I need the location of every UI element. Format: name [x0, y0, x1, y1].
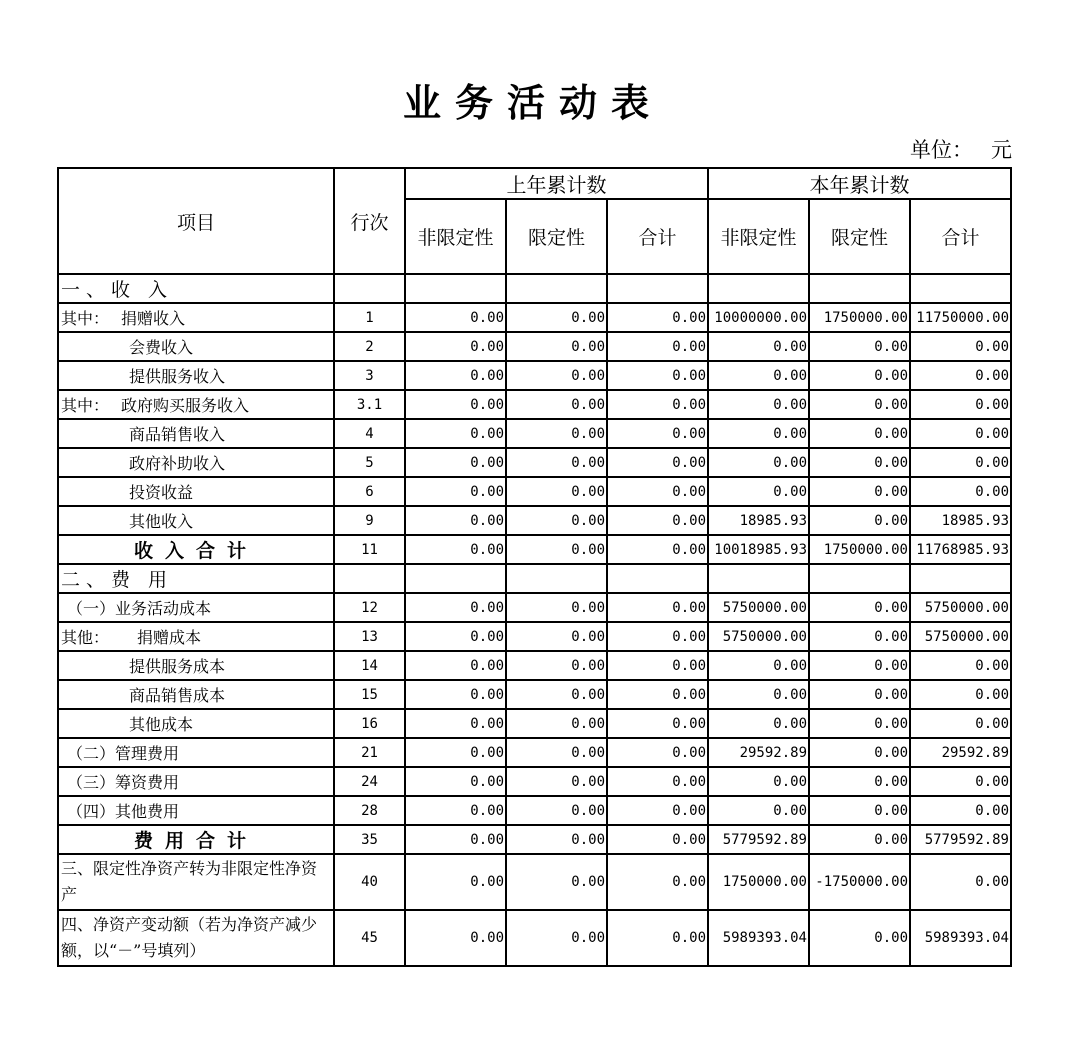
value-cell: 0.00 [809, 767, 910, 796]
value-cell: 5750000.00 [910, 622, 1011, 651]
header-this-unrestricted: 非限定性 [708, 199, 809, 274]
value-cell: 0.00 [607, 709, 708, 738]
value-cell: 0.00 [506, 622, 607, 651]
row-label: 一、收 入 [58, 274, 334, 303]
value-cell: 0.00 [607, 680, 708, 709]
value-cell: 0.00 [506, 506, 607, 535]
value-cell: 0.00 [405, 390, 506, 419]
value-cell: 0.00 [607, 448, 708, 477]
value-cell: 0.00 [809, 390, 910, 419]
row-label: 提供服务成本 [58, 651, 334, 680]
row-number: 9 [334, 506, 405, 535]
value-cell: 18985.93 [708, 506, 809, 535]
value-cell: 0.00 [405, 622, 506, 651]
value-cell: 0.00 [506, 680, 607, 709]
value-cell: 0.00 [506, 361, 607, 390]
row-label-text: 捐赠成本 [137, 628, 202, 647]
value-cell: 0.00 [809, 680, 910, 709]
value-cell: 0.00 [708, 651, 809, 680]
value-cell: 0.00 [910, 361, 1011, 390]
value-cell: 10000000.00 [708, 303, 809, 332]
value-cell: 0.00 [708, 767, 809, 796]
value-cell: 0.00 [708, 448, 809, 477]
value-cell: 0.00 [708, 332, 809, 361]
value-cell: 0.00 [809, 419, 910, 448]
table-row [58, 361, 1011, 390]
value-cell: 0.00 [607, 767, 708, 796]
value-cell [607, 274, 708, 303]
value-cell: 0.00 [708, 477, 809, 506]
value-cell: 0.00 [708, 390, 809, 419]
row-prefix: 其中： [61, 396, 110, 415]
value-cell: 0.00 [506, 593, 607, 622]
value-cell: 0.00 [405, 854, 506, 910]
value-cell: 11750000.00 [910, 303, 1011, 332]
value-cell: 0.00 [708, 796, 809, 825]
row-number [334, 274, 405, 303]
row-label: 其他收入 [58, 506, 334, 535]
value-cell: 5750000.00 [910, 593, 1011, 622]
row-number: 4 [334, 419, 405, 448]
value-cell: 0.00 [910, 651, 1011, 680]
value-cell: 5750000.00 [708, 593, 809, 622]
row-label: 其他成本 [58, 709, 334, 738]
row-label-text: 政府购买服务收入 [121, 396, 250, 415]
value-cell: 0.00 [809, 651, 910, 680]
value-cell: 0.00 [405, 332, 506, 361]
row-label: 费用合计 [58, 825, 334, 854]
row-label: （二）管理费用 [58, 738, 334, 767]
row-label: 二、费 用 [58, 564, 334, 593]
value-cell: 0.00 [910, 680, 1011, 709]
value-cell: 0.00 [910, 709, 1011, 738]
value-cell: 0.00 [607, 622, 708, 651]
row-number: 5 [334, 448, 405, 477]
value-cell: 0.00 [809, 738, 910, 767]
table-row [58, 910, 1011, 966]
row-number: 6 [334, 477, 405, 506]
table-row [58, 419, 1011, 448]
table-row [58, 680, 1011, 709]
unit-value: 元 [991, 138, 1012, 162]
value-cell [708, 564, 809, 593]
value-cell: 0.00 [809, 332, 910, 361]
value-cell [708, 274, 809, 303]
row-number: 1 [334, 303, 405, 332]
row-label: （四）其他费用 [58, 796, 334, 825]
row-label: 政府补助收入 [58, 448, 334, 477]
value-cell: 1750000.00 [809, 303, 910, 332]
value-cell: 0.00 [809, 361, 910, 390]
row-label: （三）筹资费用 [58, 767, 334, 796]
value-cell: 0.00 [506, 767, 607, 796]
value-cell: 5989393.04 [910, 910, 1011, 966]
table-row [58, 854, 1011, 910]
row-number: 15 [334, 680, 405, 709]
header-this-total: 合计 [910, 199, 1011, 274]
row-label-text: 捐赠收入 [121, 309, 186, 328]
value-cell: 0.00 [405, 477, 506, 506]
value-cell: 0.00 [506, 332, 607, 361]
value-cell: 0.00 [607, 825, 708, 854]
value-cell: 5779592.89 [910, 825, 1011, 854]
row-number: 11 [334, 535, 405, 564]
unit-line [910, 134, 1012, 164]
table-row [58, 303, 1011, 332]
value-cell: 0.00 [910, 390, 1011, 419]
header-this-year: 本年累计数 [708, 168, 1011, 199]
value-cell: 0.00 [910, 419, 1011, 448]
unit-label: 单位： [910, 138, 973, 162]
value-cell [405, 564, 506, 593]
row-number: 35 [334, 825, 405, 854]
header-prev-unrestricted: 非限定性 [405, 199, 506, 274]
table-row [58, 564, 1011, 593]
value-cell: 0.00 [506, 390, 607, 419]
value-cell: 1750000.00 [708, 854, 809, 910]
table-row [58, 796, 1011, 825]
table-row [58, 448, 1011, 477]
value-cell: 11768985.93 [910, 535, 1011, 564]
table-row [58, 622, 1011, 651]
value-cell [809, 274, 910, 303]
value-cell: 29592.89 [910, 738, 1011, 767]
value-cell: 0.00 [405, 303, 506, 332]
value-cell: 0.00 [607, 796, 708, 825]
value-cell: 0.00 [809, 622, 910, 651]
row-number [334, 564, 405, 593]
row-number: 3.1 [334, 390, 405, 419]
value-cell: 5779592.89 [708, 825, 809, 854]
value-cell: 0.00 [607, 332, 708, 361]
value-cell: 0.00 [506, 738, 607, 767]
value-cell: 0.00 [506, 535, 607, 564]
row-label: （一）业务活动成本 [58, 593, 334, 622]
value-cell: 0.00 [506, 303, 607, 332]
value-cell: 0.00 [607, 738, 708, 767]
value-cell: 0.00 [405, 651, 506, 680]
value-cell: 0.00 [809, 910, 910, 966]
value-cell: 0.00 [910, 477, 1011, 506]
value-cell: 0.00 [405, 593, 506, 622]
value-cell [910, 274, 1011, 303]
value-cell: 0.00 [809, 593, 910, 622]
value-cell [506, 274, 607, 303]
value-cell: 0.00 [607, 419, 708, 448]
value-cell: 0.00 [405, 361, 506, 390]
value-cell: 0.00 [405, 419, 506, 448]
value-cell: 0.00 [809, 825, 910, 854]
value-cell: 0.00 [405, 448, 506, 477]
header-prev-year: 上年累计数 [405, 168, 708, 199]
header-row-no: 行次 [334, 168, 405, 274]
row-label: 四、净资产变动额（若为净资产减少额，以“－”号填列） [58, 910, 334, 966]
header-prev-restricted: 限定性 [506, 199, 607, 274]
row-label: 会费收入 [58, 332, 334, 361]
row-number: 40 [334, 854, 405, 910]
value-cell: 0.00 [809, 709, 910, 738]
row-prefix: 其中： [61, 309, 110, 328]
table-row [58, 593, 1011, 622]
table-row [58, 651, 1011, 680]
value-cell: 0.00 [910, 332, 1011, 361]
value-cell: 0.00 [708, 709, 809, 738]
row-label: 投资收益 [58, 477, 334, 506]
value-cell: 0.00 [506, 419, 607, 448]
value-cell: 18985.93 [910, 506, 1011, 535]
table-row [58, 274, 1011, 303]
activity-table [57, 167, 1012, 967]
table-row [58, 506, 1011, 535]
value-cell: 0.00 [607, 910, 708, 966]
row-number: 12 [334, 593, 405, 622]
value-cell: 0.00 [910, 767, 1011, 796]
value-cell: -1750000.00 [809, 854, 910, 910]
value-cell: 0.00 [809, 506, 910, 535]
row-number: 16 [334, 709, 405, 738]
value-cell: 0.00 [506, 651, 607, 680]
row-number: 14 [334, 651, 405, 680]
value-cell: 29592.89 [708, 738, 809, 767]
row-number: 13 [334, 622, 405, 651]
value-cell: 0.00 [607, 506, 708, 535]
header-this-restricted: 限定性 [809, 199, 910, 274]
value-cell: 0.00 [405, 738, 506, 767]
value-cell: 0.00 [405, 796, 506, 825]
value-cell: 0.00 [607, 390, 708, 419]
value-cell: 0.00 [607, 361, 708, 390]
value-cell: 0.00 [607, 651, 708, 680]
row-label [58, 622, 334, 651]
table-row [58, 332, 1011, 361]
value-cell: 0.00 [607, 535, 708, 564]
row-label: 商品销售收入 [58, 419, 334, 448]
value-cell [910, 564, 1011, 593]
row-label: 商品销售成本 [58, 680, 334, 709]
row-prefix: 其他： [61, 628, 110, 647]
value-cell: 0.00 [506, 796, 607, 825]
row-label: 收入合计 [58, 535, 334, 564]
value-cell: 0.00 [506, 825, 607, 854]
table-row [58, 390, 1011, 419]
value-cell: 0.00 [607, 477, 708, 506]
value-cell: 0.00 [405, 709, 506, 738]
value-cell [506, 564, 607, 593]
value-cell: 5750000.00 [708, 622, 809, 651]
value-cell: 0.00 [809, 796, 910, 825]
report-title: 业务活动表 [402, 80, 663, 125]
value-cell: 0.00 [405, 535, 506, 564]
value-cell: 0.00 [607, 303, 708, 332]
row-label: 提供服务收入 [58, 361, 334, 390]
value-cell: 0.00 [405, 825, 506, 854]
row-number: 24 [334, 767, 405, 796]
value-cell: 0.00 [405, 680, 506, 709]
value-cell: 5989393.04 [708, 910, 809, 966]
value-cell: 0.00 [708, 419, 809, 448]
value-cell: 0.00 [607, 854, 708, 910]
header-prev-total: 合计 [607, 199, 708, 274]
table-row [58, 477, 1011, 506]
value-cell: 0.00 [506, 448, 607, 477]
value-cell [607, 564, 708, 593]
value-cell: 0.00 [405, 506, 506, 535]
value-cell: 0.00 [405, 767, 506, 796]
value-cell: 0.00 [708, 361, 809, 390]
row-label [58, 303, 334, 332]
value-cell: 0.00 [708, 680, 809, 709]
row-number: 21 [334, 738, 405, 767]
value-cell: 0.00 [910, 796, 1011, 825]
table-row [58, 767, 1011, 796]
row-number: 28 [334, 796, 405, 825]
value-cell: 1750000.00 [809, 535, 910, 564]
row-number: 2 [334, 332, 405, 361]
value-cell: 0.00 [607, 593, 708, 622]
value-cell: 0.00 [506, 910, 607, 966]
value-cell: 0.00 [506, 709, 607, 738]
value-cell: 0.00 [809, 448, 910, 477]
value-cell: 0.00 [405, 910, 506, 966]
value-cell: 0.00 [910, 448, 1011, 477]
row-label [58, 390, 334, 419]
table-row [58, 709, 1011, 738]
value-cell [405, 274, 506, 303]
value-cell: 0.00 [506, 854, 607, 910]
value-cell: 0.00 [910, 854, 1011, 910]
row-label: 三、限定性净资产转为非限定性净资产 [58, 854, 334, 910]
table-row [58, 738, 1011, 767]
row-number: 3 [334, 361, 405, 390]
value-cell: 10018985.93 [708, 535, 809, 564]
value-cell: 0.00 [506, 477, 607, 506]
row-number: 45 [334, 910, 405, 966]
table-row [58, 825, 1011, 854]
table-row [58, 535, 1011, 564]
value-cell: 0.00 [809, 477, 910, 506]
value-cell [809, 564, 910, 593]
header-item: 项目 [58, 168, 334, 274]
